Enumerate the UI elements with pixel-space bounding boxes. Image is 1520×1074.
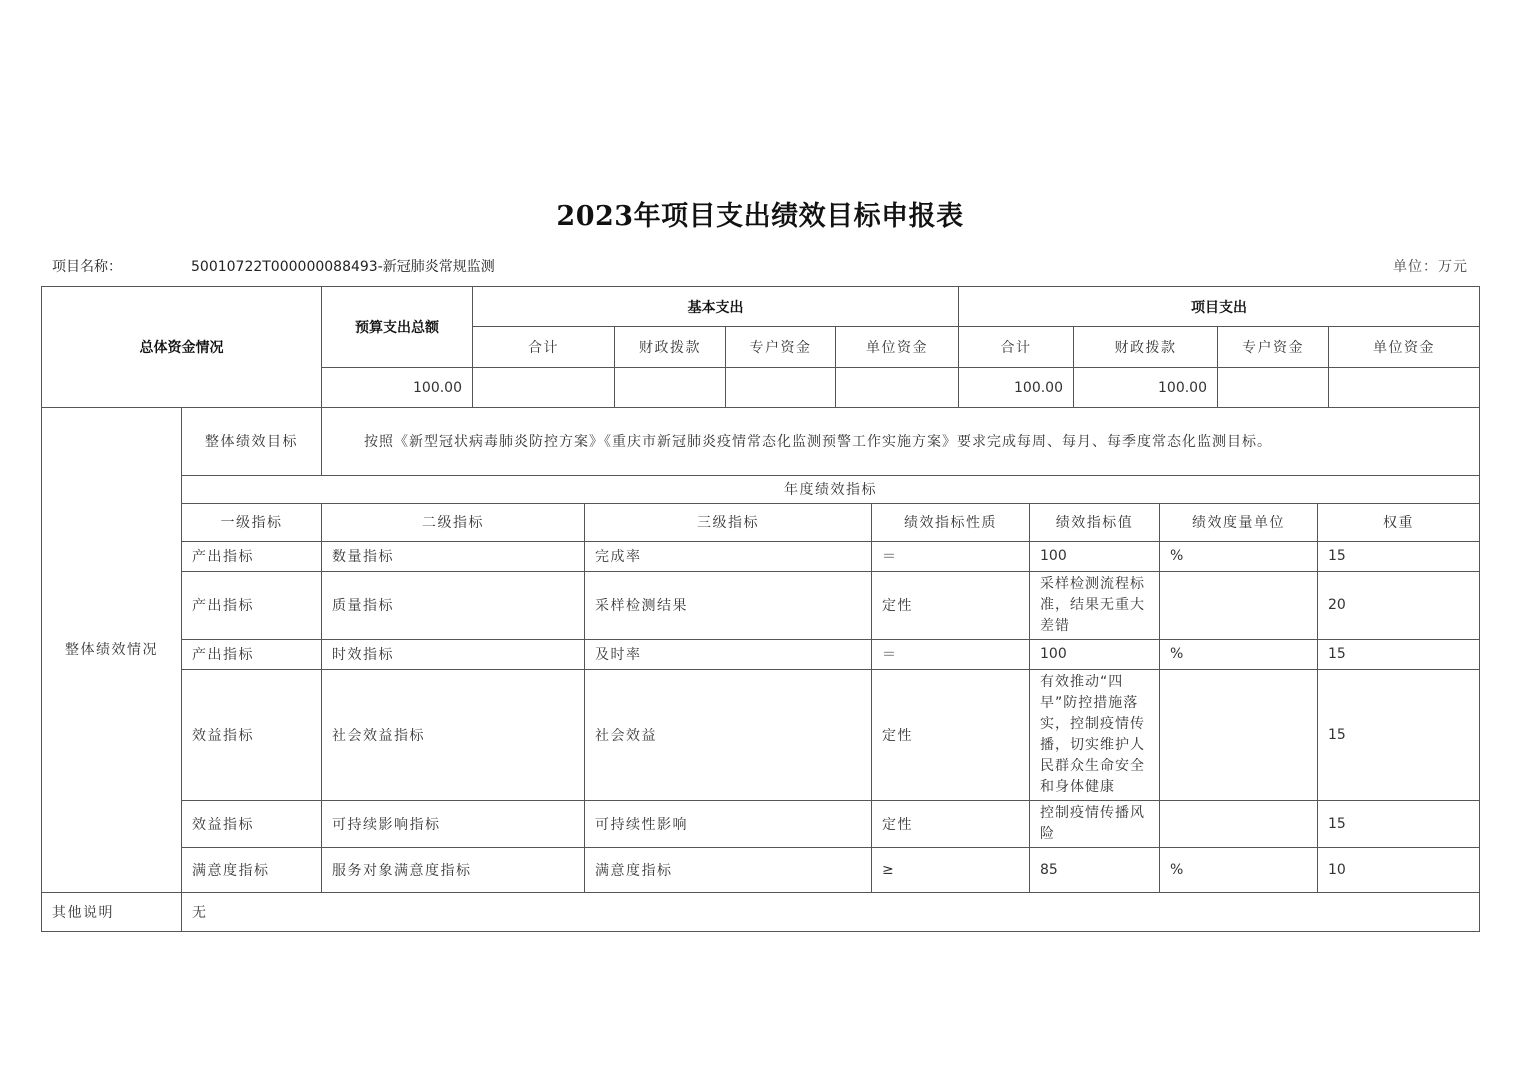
project-unit-value xyxy=(1329,368,1480,408)
cell-unit: % xyxy=(1160,541,1318,571)
cell-level1: 满意度指标 xyxy=(182,847,322,892)
cell-unit xyxy=(1160,571,1318,639)
table-row xyxy=(42,541,1480,571)
table-row xyxy=(42,571,1480,639)
cell-nature: 定性 xyxy=(872,800,1030,847)
funds-section-label: 总体资金情况 xyxy=(42,287,322,408)
page-title: 2023年项目支出绩效目标申报表 xyxy=(556,201,964,232)
cell-weight: 20 xyxy=(1318,571,1480,639)
budget-total-value: 100.00 xyxy=(322,368,473,408)
cell-level1: 效益指标 xyxy=(182,669,322,800)
cell-level2: 可持续影响指标 xyxy=(322,800,585,847)
basic-fiscal-header: 财政拨款 xyxy=(615,327,726,368)
table-row xyxy=(42,639,1480,669)
basic-unit-value xyxy=(836,368,959,408)
cell-weight: 15 xyxy=(1318,541,1480,571)
col-header-level2: 二级指标 xyxy=(322,503,585,541)
basic-special-header: 专户资金 xyxy=(726,327,836,368)
col-header-value: 绩效指标值 xyxy=(1030,503,1160,541)
basic-special-value xyxy=(726,368,836,408)
cell-level1: 产出指标 xyxy=(182,639,322,669)
cell-value: 100 xyxy=(1030,639,1160,669)
project-subtotal-header: 合计 xyxy=(959,327,1074,368)
cell-level1: 效益指标 xyxy=(182,800,322,847)
table-row xyxy=(42,800,1480,847)
project-name-label: 项目名称： xyxy=(52,259,122,275)
cell-level1: 产出指标 xyxy=(182,571,322,639)
budget-total-label: 预算支出总额 xyxy=(322,287,473,368)
cell-unit xyxy=(1160,669,1318,800)
cell-nature: ≥ xyxy=(872,847,1030,892)
cell-level2: 质量指标 xyxy=(322,571,585,639)
cell-weight: 15 xyxy=(1318,800,1480,847)
project-special-value xyxy=(1218,368,1329,408)
cell-level1: 产出指标 xyxy=(182,541,322,571)
cell-level3: 完成率 xyxy=(585,541,872,571)
performance-section-label: 整体绩效情况 xyxy=(42,407,182,892)
other-notes-value: 无 xyxy=(182,892,1480,931)
project-subtotal-value: 100.00 xyxy=(959,368,1074,408)
table-row xyxy=(42,847,1480,892)
cell-level3: 可持续性影响 xyxy=(585,800,872,847)
basic-fiscal-value xyxy=(615,368,726,408)
table-row xyxy=(42,669,1480,800)
cell-unit xyxy=(1160,800,1318,847)
cell-nature: 定性 xyxy=(872,571,1030,639)
project-special-header: 专户资金 xyxy=(1218,327,1329,368)
cell-value: 100 xyxy=(1030,541,1160,571)
col-header-weight: 权重 xyxy=(1318,503,1480,541)
cell-nature: 定性 xyxy=(872,669,1030,800)
overall-goal-text: 按照《新型冠状病毒肺炎防控方案》《重庆市新冠肺炎疫情常态化监测预警工作实施方案》要求完成每周、每月、每季度常态化监测目标。 xyxy=(322,407,1480,475)
cell-value: 85 xyxy=(1030,847,1160,892)
cell-level2: 时效指标 xyxy=(322,639,585,669)
cell-level3: 采样检测结果 xyxy=(585,571,872,639)
cell-value: 采样检测流程标准，结果无重大差错 xyxy=(1030,571,1160,639)
project-fiscal-value: 100.00 xyxy=(1074,368,1218,408)
col-header-level3: 三级指标 xyxy=(585,503,872,541)
col-header-unit: 绩效度量单位 xyxy=(1160,503,1318,541)
cell-level3: 社会效益 xyxy=(585,669,872,800)
cell-level3: 满意度指标 xyxy=(585,847,872,892)
other-notes-label: 其他说明 xyxy=(42,892,182,931)
cell-level2: 服务对象满意度指标 xyxy=(322,847,585,892)
cell-weight: 15 xyxy=(1318,639,1480,669)
project-unit-header: 单位资金 xyxy=(1329,327,1480,368)
cell-unit: % xyxy=(1160,639,1318,669)
annual-indicators-header: 年度绩效指标 xyxy=(182,475,1480,503)
basic-subtotal-value xyxy=(473,368,615,408)
cell-level2: 数量指标 xyxy=(322,541,585,571)
cell-weight: 10 xyxy=(1318,847,1480,892)
cell-unit: % xyxy=(1160,847,1318,892)
performance-table xyxy=(41,407,1480,932)
basic-unit-header: 单位资金 xyxy=(836,327,959,368)
basic-subtotal-header: 合计 xyxy=(473,327,615,368)
overall-goal-label: 整体绩效目标 xyxy=(182,407,322,475)
funds-table xyxy=(41,286,1480,408)
cell-value: 有效推动“四早”防控措施落实，控制疫情传播，切实维护人民群众生命安全和身体健康 xyxy=(1030,669,1160,800)
unit-label: 单位：万元 xyxy=(1393,259,1468,275)
cell-level2: 社会效益指标 xyxy=(322,669,585,800)
cell-nature: ＝ xyxy=(872,639,1030,669)
col-header-level1: 一级指标 xyxy=(182,503,322,541)
basic-expense-header: 基本支出 xyxy=(473,287,959,327)
project-name-value: 50010722T000000088493-新冠肺炎常规监测 xyxy=(191,259,495,275)
col-header-nature: 绩效指标性质 xyxy=(872,503,1030,541)
cell-weight: 15 xyxy=(1318,669,1480,800)
cell-nature: ＝ xyxy=(872,541,1030,571)
cell-value: 控制疫情传播风险 xyxy=(1030,800,1160,847)
cell-level3: 及时率 xyxy=(585,639,872,669)
project-fiscal-header: 财政拨款 xyxy=(1074,327,1218,368)
project-expense-header: 项目支出 xyxy=(959,287,1480,327)
